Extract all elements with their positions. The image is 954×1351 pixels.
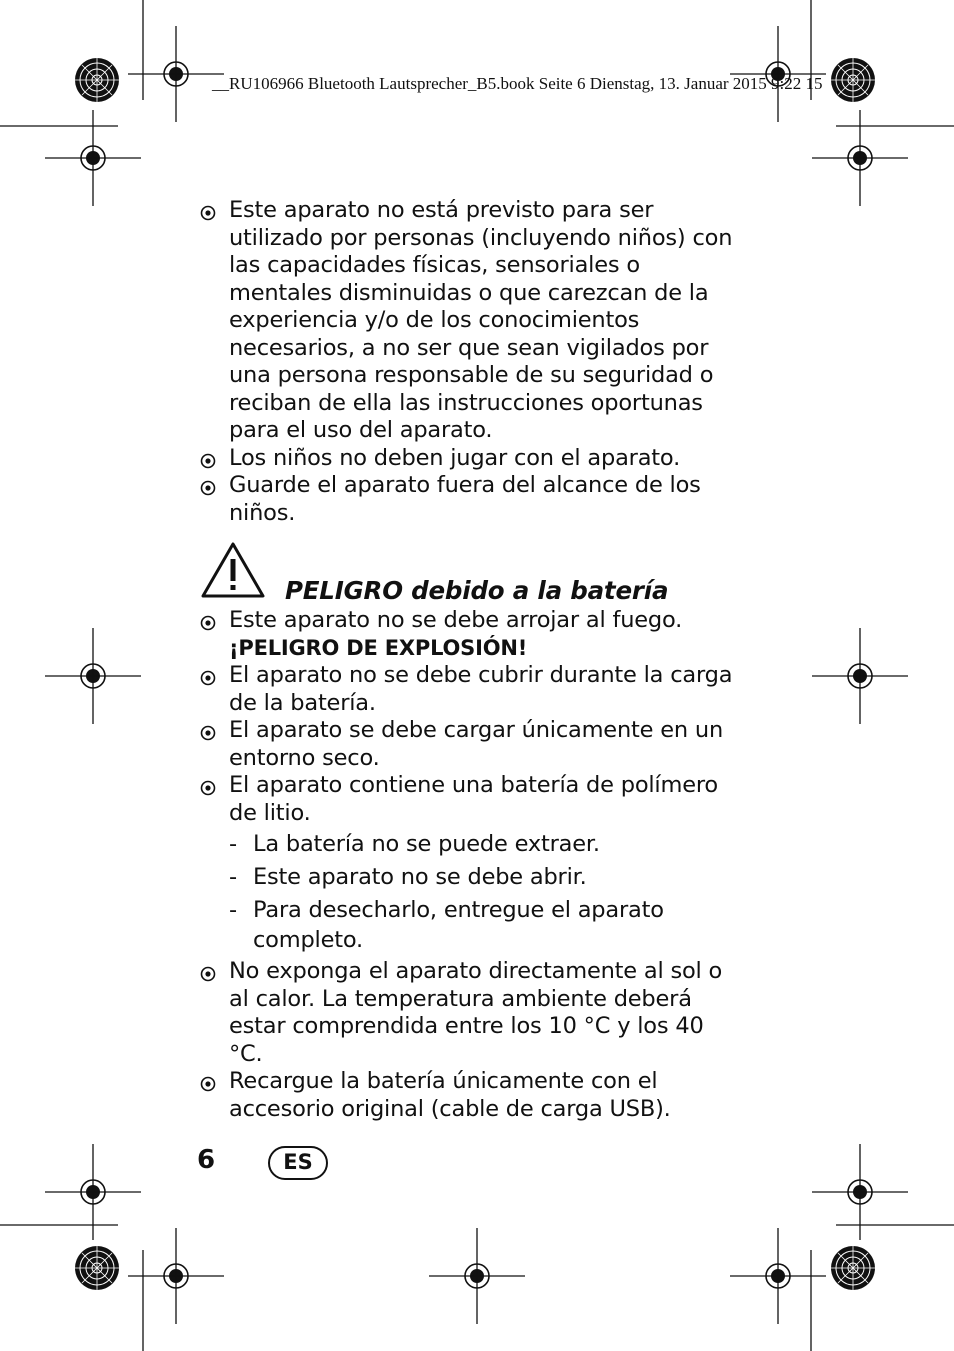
sub-item-text: Para desecharlo, entregue el aparato completo.	[253, 897, 664, 953]
sub-item-text: Este aparato no se debe abrir.	[253, 864, 587, 890]
sub-item-text: La batería no se puede extraer.	[253, 831, 600, 857]
bullet-text: El aparato no se debe cubrir durante la carga de la batería.	[229, 662, 733, 716]
list-item	[200, 197, 736, 445]
sub-list-item: - La batería no se puede extraer.	[229, 831, 600, 857]
circle-bullet-icon	[200, 725, 216, 741]
bullet-text: Los niños no deben jugar con el aparato.	[229, 444, 681, 471]
circle-bullet-icon	[200, 966, 216, 982]
page-number: 6	[197, 1145, 216, 1175]
circle-bullet-icon	[200, 670, 216, 686]
bullet-text: El aparato contiene una batería de polímero de litio.	[229, 772, 718, 826]
section-heading	[200, 541, 736, 607]
section-title: PELIGRO debido a la batería	[285, 576, 669, 605]
list-item	[200, 445, 736, 473]
safety-content	[200, 197, 736, 1123]
list-item	[200, 958, 736, 1068]
sub-list-item: - Este aparato no se debe abrir.	[229, 864, 587, 890]
circle-bullet-icon	[200, 453, 216, 469]
print-header: __RU106966 Bluetooth Lautsprecher_B5.book Seite 6 Dienstag, 13. Januar 2015 9:22 15	[212, 74, 823, 93]
sub-list	[200, 829, 736, 955]
list-item	[200, 662, 736, 717]
bullet-text: Este aparato no se debe arrojar al fuego.	[229, 607, 683, 633]
bullet-text: No exponga el aparato directamente al sol o al calor. La temperatura ambiente deberá estar comprendida entre los 10 °C y los 40 °C.	[229, 958, 723, 1067]
list-item	[200, 772, 736, 827]
bullet-text: El aparato se debe cargar únicamente en un entorno seco.	[229, 717, 724, 771]
list-item	[200, 607, 736, 635]
bullet-text: Recargue la batería únicamente con el accesorio original (cable de carga USB).	[229, 1068, 671, 1122]
list-item	[200, 1068, 736, 1123]
circle-bullet-icon	[200, 780, 216, 796]
circle-bullet-icon	[200, 205, 216, 221]
circle-bullet-icon	[200, 480, 216, 496]
explosion-warning: ¡PELIGRO DE EXPLOSIÓN!	[229, 635, 528, 660]
bullet-text: Este aparato no está previsto para ser utilizado por personas (incluyendo niños) con las capacidades físicas, sensoriales o mentales disminuidas o que carezcan de la experiencia y/o de los conocimientos necesarios, a no ser que sean vigilados por una persona responsable de su seguridad o reciban de ella las instrucciones oportunas para el uso del aparato.	[229, 197, 733, 443]
list-item	[200, 717, 736, 772]
language-badge: ES	[268, 1146, 328, 1180]
warning-triangle-icon	[200, 541, 266, 599]
sub-list-item: - Para desecharlo, entregue el aparato completo.	[229, 897, 664, 953]
bullet-text: Guarde el aparato fuera del alcance de los niños.	[229, 472, 701, 526]
circle-bullet-icon	[200, 615, 216, 631]
list-item	[200, 472, 736, 527]
circle-bullet-icon	[200, 1076, 216, 1092]
